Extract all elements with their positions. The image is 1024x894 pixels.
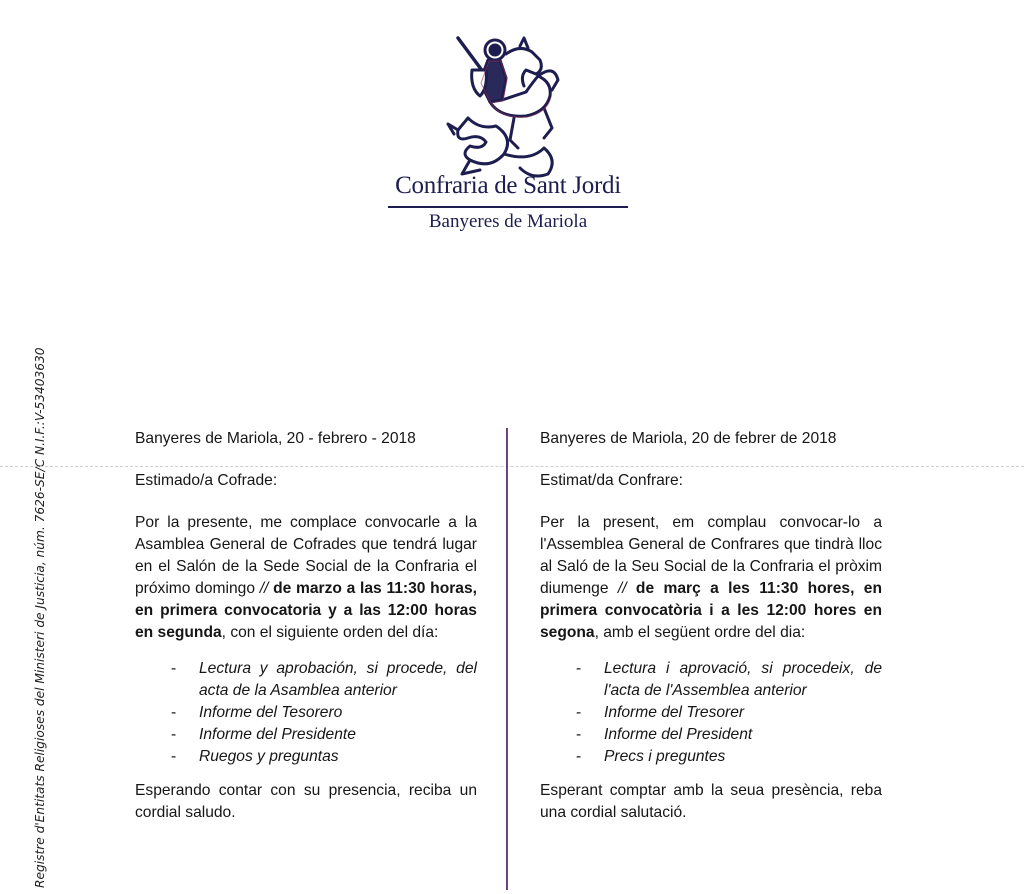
letter-date: Banyeres de Mariola, 20 - febrero - 2018 bbox=[135, 430, 416, 447]
convocation-text bbox=[540, 512, 882, 644]
meeting-schedule: de març a les 11:30 hores, en primera convocatòria i a les 12:00 hores en segona bbox=[540, 580, 882, 641]
agenda-item: - Ruegos y preguntas bbox=[135, 746, 477, 768]
registry-note: Registre d'Entitats Religioses del Ministeri de Justicia, núm. 7626-SE/C N.I.F.:V-53403630 bbox=[33, 347, 47, 888]
agenda-list bbox=[540, 658, 882, 768]
agenda-item: - Informe del Presidente bbox=[135, 724, 477, 746]
greeting: Estimat/da Confrare: bbox=[540, 472, 684, 489]
closing-text: Esperant comptar amb la seua presència, reba una cordial salutació. bbox=[540, 782, 882, 821]
agenda-item: - Informe del President bbox=[540, 724, 882, 746]
agenda-item: - Informe del Tresorer bbox=[540, 702, 882, 724]
day-mark: // bbox=[617, 580, 627, 597]
meeting-schedule: de marzo a las 11:30 horas, en primera convocatoria y a las 12:00 horas en segunda bbox=[135, 580, 477, 641]
agenda-item: - Precs i preguntes bbox=[540, 746, 882, 768]
intro-text: Por la presente, me complace convocarle a la Asamblea General de Cofrades que tendrá lugar en el Salón de la Sede Social de la Confraria el próximo domingo bbox=[135, 514, 477, 597]
order-intro: , amb el següent ordre del dia: bbox=[594, 624, 806, 641]
agenda-list bbox=[135, 658, 477, 768]
greeting: Estimado/a Cofrade: bbox=[135, 472, 278, 489]
saint-george-horseman-dragon-icon bbox=[440, 30, 580, 180]
organization-name: Confraria de Sant Jordi bbox=[395, 172, 621, 199]
agenda-item: - Lectura y aprobación, si procede, del acta de la Asamblea anterior bbox=[135, 658, 477, 702]
organization-town: Banyeres de Mariola bbox=[428, 211, 588, 232]
convocation-text bbox=[135, 512, 477, 644]
spanish-column bbox=[135, 428, 477, 824]
agenda-item: - Lectura i aprovació, si procedeix, de l'acta de l'Assemblea anterior bbox=[540, 658, 882, 702]
header-rule bbox=[388, 206, 628, 208]
day-mark: // bbox=[259, 580, 269, 597]
agenda-item: - Informe del Tesorero bbox=[135, 702, 477, 724]
intro-text: Per la present, em complau convocar-lo a l'Assemblea General de Confrares que tindrà lloc al Saló de la Seu Social de la Confraria el pròxim diumenge bbox=[540, 514, 882, 597]
catalan-column bbox=[540, 428, 882, 824]
column-divider bbox=[506, 428, 508, 890]
closing-text: Esperando contar con su presencia, reciba un cordial saludo. bbox=[135, 782, 477, 821]
order-intro: , con el siguiente orden del día: bbox=[221, 624, 439, 641]
letter-date: Banyeres de Mariola, 20 de febrer de 2018 bbox=[540, 430, 837, 447]
